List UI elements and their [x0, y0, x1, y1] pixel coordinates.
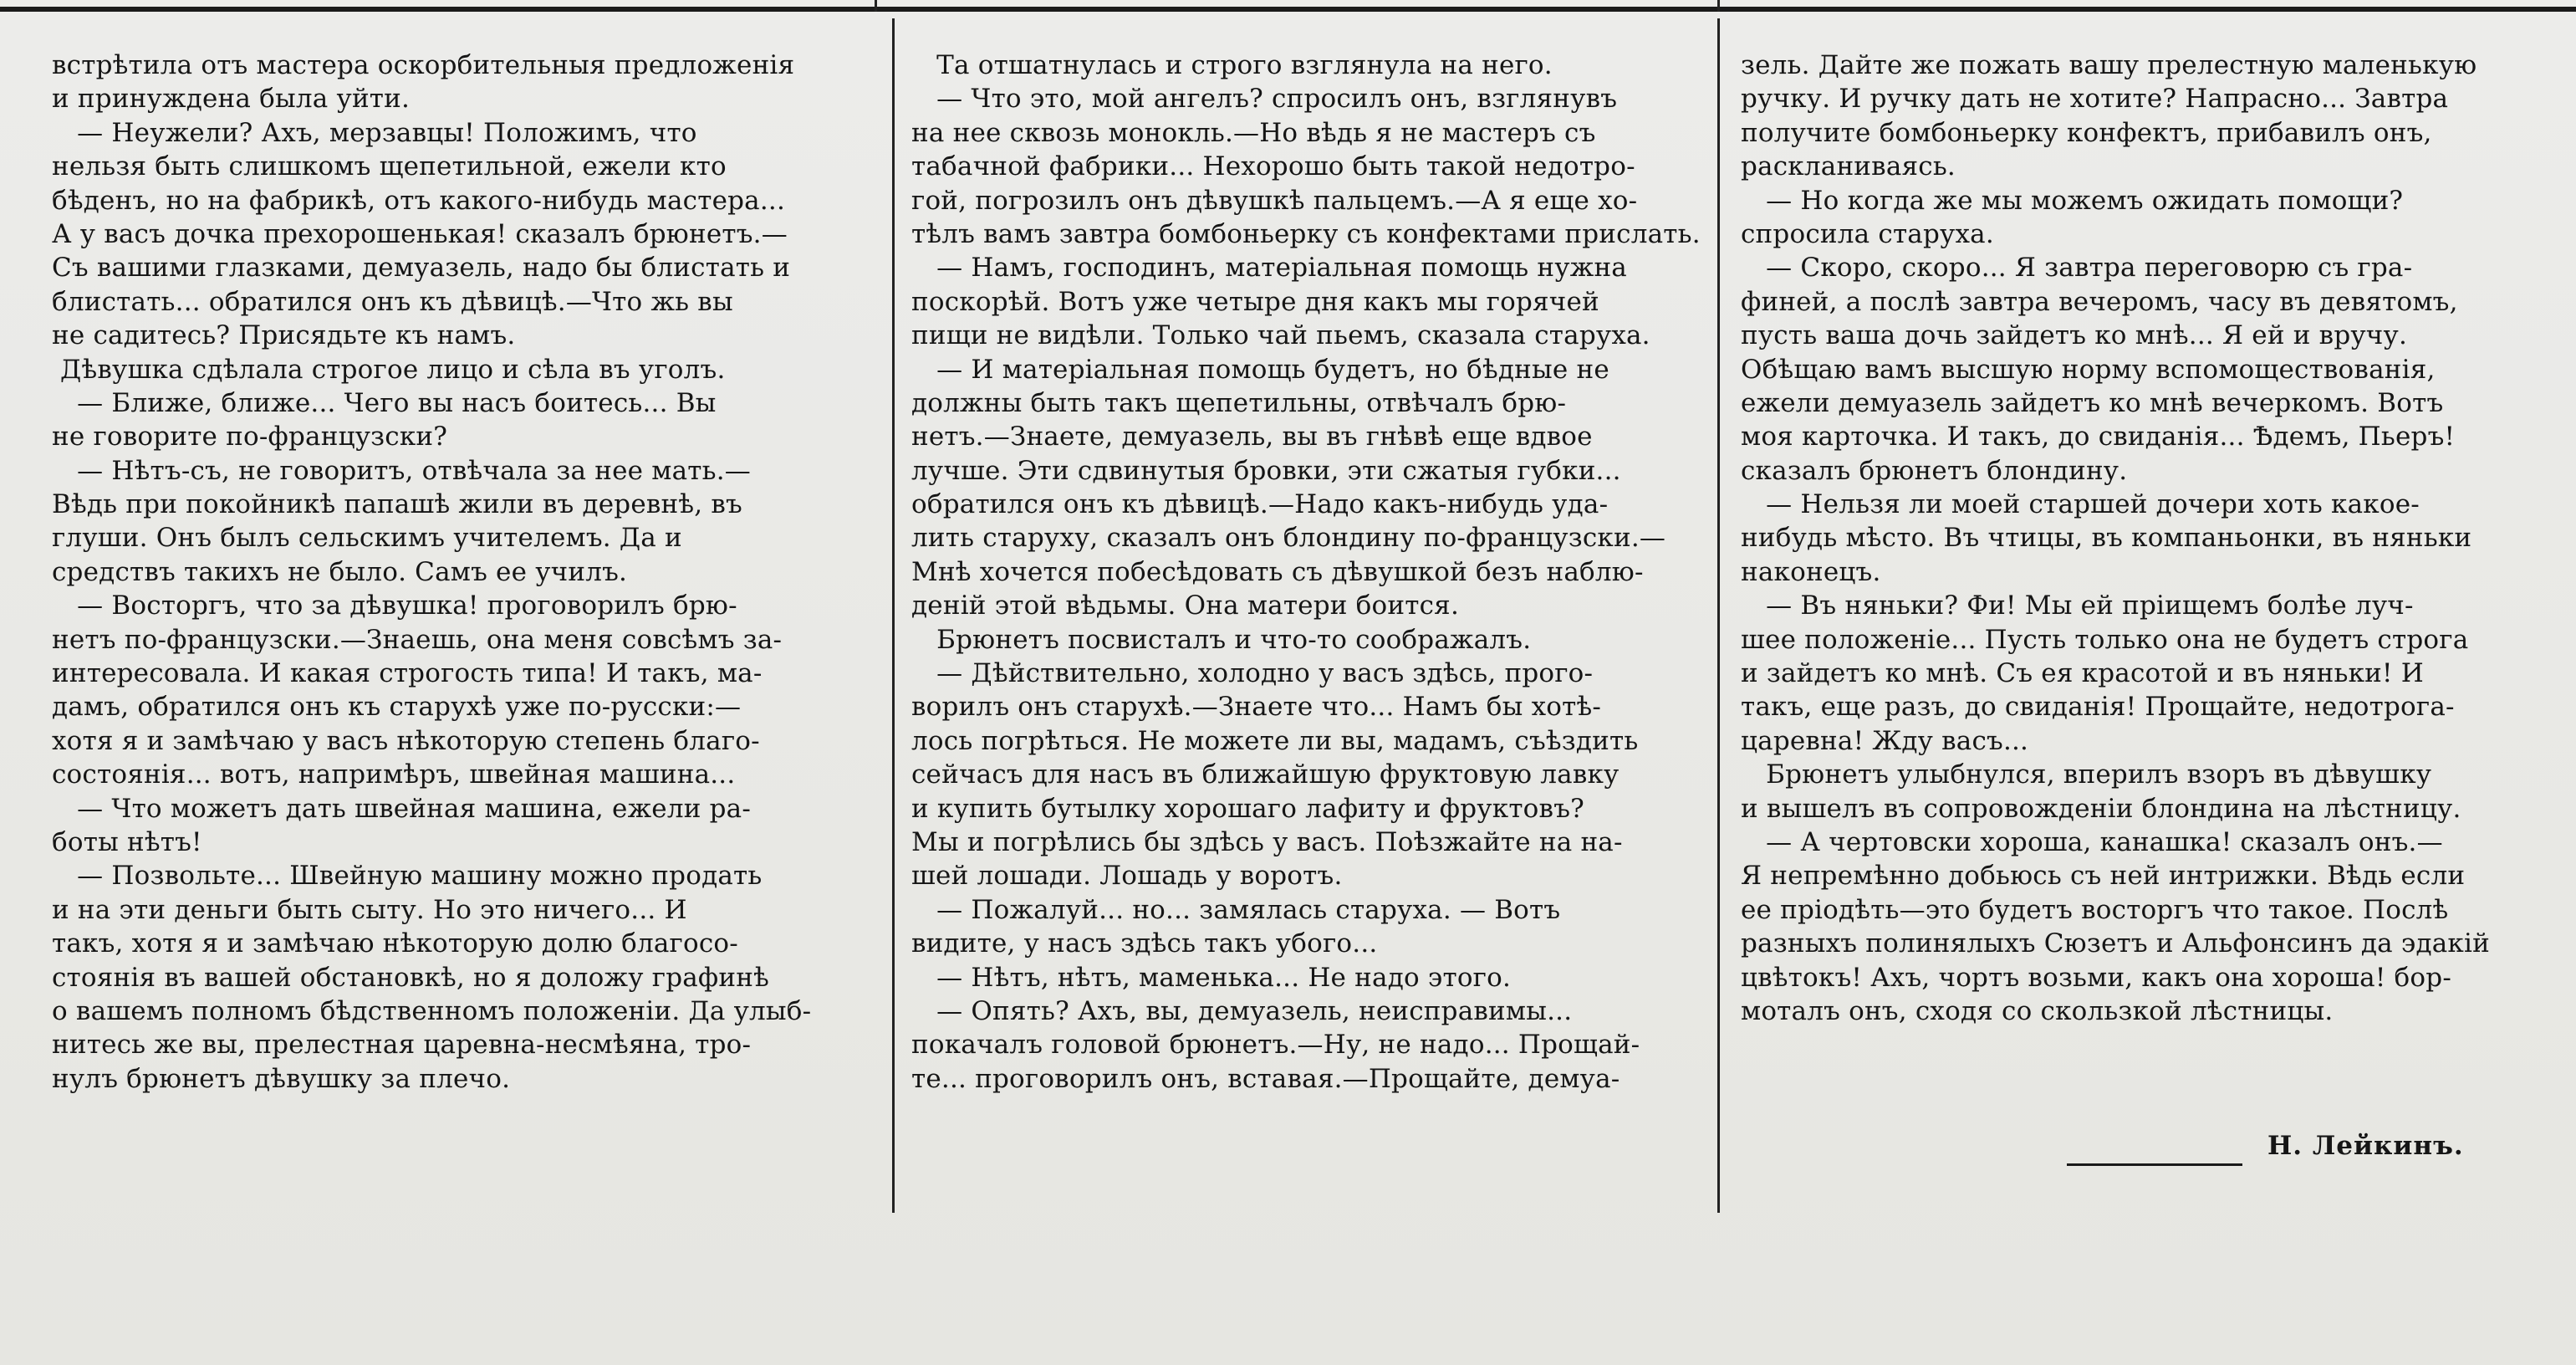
text-line: сейчасъ для насъ въ ближайшую фруктовую лавку: [911, 759, 1620, 790]
text-line: те... проговорилъ онъ, вставая.—Прощайте, демуа-: [911, 1063, 1620, 1094]
text-line: гой, погрозилъ онъ дѣвушкѣ пальцемъ.—А я еще хо-: [911, 185, 1638, 216]
text-column-2: [911, 49, 1701, 1096]
text-line: ежели демуазель зайдетъ ко мнѣ вечеркомъ. Вотъ: [1741, 387, 2444, 418]
text-line: пусть ваша дочь зайдетъ ко мнѣ... Я ей и вручу.: [1741, 320, 2407, 351]
text-line: финей, а послѣ завтра вечеромъ, часу въ девятомъ,: [1741, 286, 2458, 317]
text-line: нибудь мѣсто. Въ чтицы, въ компаньонки, въ няньки: [1741, 523, 2472, 554]
text-line: такъ, еще разъ, до свиданія! Прощайте, недотрога-: [1741, 692, 2455, 723]
text-line: — Скоро, скоро... Я завтра переговорю съ гра-: [1741, 253, 2413, 284]
text-line: лучше. Эти сдвинутыя бровки, эти сжатыя губки...: [911, 455, 1621, 486]
text-line: шей лошади. Лошадь у воротъ.: [911, 861, 1343, 892]
text-line: и вышелъ въ сопровожденіи блондина на лѣстницу.: [1741, 793, 2461, 824]
text-line: ручку. И ручку дать не хотите? Напрасно... Завтра: [1741, 84, 2449, 115]
text-line: покачалъ головой брюнетъ.—Ну, не надо... Прощай-: [911, 1030, 1640, 1061]
text-line: царевна! Жду васъ...: [1741, 725, 2029, 756]
text-line: не говорите по-французски?: [52, 422, 448, 452]
text-line: Дѣвушка сдѣлала строгое лицо и сѣла въ уголъ.: [52, 354, 726, 385]
text-line: должны быть такъ щепетильны, отвѣчалъ брю-: [911, 387, 1567, 418]
text-line: пищи не видѣли. Только чай пьемъ, сказала старуха.: [911, 320, 1650, 351]
text-line: — Намъ, господинъ, матеріальная помощь нужна: [911, 253, 1627, 284]
text-line: лить старуху, сказалъ онъ блондину по-французски.—: [911, 523, 1666, 554]
text-line: деній этой вѣдьмы. Она матери боится.: [911, 590, 1459, 621]
text-line: о вашемъ полномъ бѣдственномъ положеніи. Да улыб-: [52, 995, 812, 1026]
text-line: интересовала. И какая строгость типа! И такъ, ма-: [52, 658, 763, 689]
text-line: блистать... обратился онъ къ дѣвицѣ.—Что жь вы: [52, 286, 733, 317]
text-line: — А чертовски хороша, канашка! сказалъ онъ.—: [1741, 826, 2443, 857]
text-line: зель. Дайте же пожать вашу прелестную маленькую: [1741, 50, 2477, 80]
column-divider-1: [892, 18, 895, 1213]
text-line: ворилъ онъ старухѣ.—Знаете что... Намъ бы хотѣ-: [911, 692, 1602, 723]
text-line: Съ вашими глазками, демуазель, надо бы блистать и: [52, 253, 791, 284]
text-line: хотя я и замѣчаю у васъ нѣкоторую степень благо-: [52, 725, 760, 756]
text-line: встрѣтила отъ мастера оскорбительныя предложенія: [52, 50, 795, 80]
text-line: — Позвольте... Швейную машину можно продать: [52, 861, 763, 892]
text-line: — И матеріальная помощь будетъ, но бѣдные не: [911, 354, 1609, 385]
text-line: такъ, хотя я и замѣчаю нѣкоторую долю благосо-: [52, 928, 738, 959]
text-line: — Неужели? Ахъ, мерзавцы! Положимъ, что: [52, 117, 697, 148]
text-line: стоянія въ вашей обстановкѣ, но я доложу графинѣ: [52, 962, 769, 993]
author-signature: Н. Лейкинъ.: [2267, 1131, 2464, 1161]
text-line: спросила старуха.: [1741, 218, 1994, 249]
text-line: — Дѣйствительно, холодно у васъ здѣсь, прого-: [911, 658, 1594, 689]
text-line: — Восторгъ, что за дѣвушка! проговорилъ брю-: [52, 590, 737, 621]
text-line: ее пріодѣть—это будетъ восторгъ что такое. Послѣ: [1741, 894, 2449, 925]
text-line: А у васъ дочка прехорошенькая! сказалъ брюнетъ.—: [52, 218, 788, 249]
text-line: шее положеніе... Пусть только она не будетъ строга: [1741, 624, 2469, 655]
text-line: — Что это, мой ангелъ? спросилъ онъ, взглянувъ: [911, 84, 1618, 115]
text-line: Я непремѣнно добьюсь съ ней интрижки. Вѣдь если: [1741, 861, 2466, 892]
top-tick-left: [875, 0, 877, 12]
text-line: не садитесь? Присядьте къ намъ.: [52, 320, 516, 351]
text-line: табачной фабрики... Нехорошо быть такой недотро-: [911, 151, 1635, 182]
text-line: — Что можетъ дать швейная машина, ежели ра-: [52, 793, 752, 824]
text-line: и принуждена была уйти.: [52, 84, 411, 115]
text-line: боты нѣтъ!: [52, 826, 202, 857]
column-divider-2: [1717, 18, 1720, 1213]
signature-rule: [2067, 1163, 2242, 1166]
text-line: Вѣдь при покойникѣ папашѣ жили въ деревнѣ, въ: [52, 489, 742, 520]
top-tick-right: [1717, 0, 1720, 12]
text-line: Мнѣ хочется побесѣдовать съ дѣвушкой безъ наблю-: [911, 556, 1644, 587]
text-line: на нее сквозь монокль.—Но вѣдь я не мастеръ съ: [911, 117, 1596, 148]
text-line: сказалъ брюнетъ блондину.: [1741, 455, 2128, 486]
text-line: нетъ по-французски.—Знаешь, она меня совсѣмъ за-: [52, 624, 783, 655]
text-line: — Нельзя ли моей старшей дочери хоть какое-: [1741, 489, 2420, 520]
text-line: видите, у насъ здѣсь такъ убого...: [911, 928, 1378, 959]
text-line: обратился онъ къ дѣвицѣ.—Надо какъ-нибудь уда-: [911, 489, 1609, 520]
text-line: цвѣтокъ! Ахъ, чортъ возьми, какъ она хороша! бор-: [1741, 962, 2451, 993]
text-line: раскланиваясь.: [1741, 151, 1956, 182]
text-line: Брюнетъ посвисталъ и что-то соображалъ.: [911, 624, 1532, 655]
text-line: Та отшатнулась и строго взглянула на него.: [911, 50, 1553, 80]
text-line: средствъ такихъ не было. Самъ ее училъ.: [52, 556, 628, 587]
text-line: — Опять? Ахъ, вы, демуазель, неисправимы...: [911, 995, 1573, 1026]
text-line: моя карточка. И такъ, до свиданія... Ѣдемъ, Пьеръ!: [1741, 422, 2456, 452]
text-line: и купить бутылку хорошаго лафиту и фруктовъ?: [911, 793, 1584, 824]
text-line: получите бомбоньерку конфектъ, прибавилъ онъ,: [1741, 117, 2432, 148]
text-line: поскорѣй. Вотъ уже четыре дня какъ мы горячей: [911, 286, 1599, 317]
text-line: бѣденъ, но на фабрикѣ, отъ какого-нибудь мастера...: [52, 185, 786, 216]
text-line: и на эти деньги быть сыту. Но это ничего... И: [52, 894, 687, 925]
text-line: — Пожалуй... но... замялась старуха. — Вотъ: [911, 894, 1561, 925]
text-column-3: [1741, 49, 2552, 1028]
text-line: — Въ няньки? Фи! Мы ей пріищемъ болѣе луч-: [1741, 590, 2414, 621]
text-line: дамъ, обратился онъ къ старухѣ уже по-русски:—: [52, 692, 742, 723]
text-line: Брюнетъ улыбнулся, вперилъ взоръ въ дѣвушку: [1741, 759, 2432, 790]
text-line: — Но когда же мы можемъ ожидать помощи?: [1741, 185, 2404, 216]
text-line: Обѣщаю вамъ высшую норму вспомоществованія,: [1741, 354, 2436, 385]
text-line: моталъ онъ, сходя со скользкой лѣстницы.: [1741, 995, 2334, 1026]
text-line: — Нѣтъ, нѣтъ, маменька... Не надо этого.: [911, 962, 1512, 993]
text-line: состоянія... вотъ, напримѣръ, швейная машина...: [52, 759, 736, 790]
text-line: наконецъ.: [1741, 556, 1881, 587]
text-line: глуши. Онъ былъ сельскимъ учителемъ. Да и: [52, 523, 682, 554]
text-line: Мы и погрѣлись бы здѣсь у васъ. Поѣзжайте на на-: [911, 826, 1623, 857]
text-line: — Ближе, ближе... Чего вы насъ боитесь... Вы: [52, 387, 717, 418]
text-line: нулъ брюнетъ дѣвушку за плечо.: [52, 1063, 511, 1094]
text-line: и зайдетъ ко мнѣ. Съ ея красотой и въ няньки! И: [1741, 658, 2424, 689]
text-column-1: [52, 49, 854, 1096]
text-line: — Нѣтъ-съ, не говоритъ, отвѣчала за нее мать.—: [52, 455, 751, 486]
text-line: лось погрѣться. Не можете ли вы, мадамъ, съѣздить: [911, 725, 1639, 756]
text-line: разныхъ полинялыхъ Сюзетъ и Альфонсинъ да эдакій: [1741, 928, 2490, 959]
text-line: нитесь же вы, прелестная царевна-несмѣяна, тро-: [52, 1030, 752, 1061]
text-line: нельзя быть слишкомъ щепетильной, ежели кто: [52, 151, 727, 182]
text-line: нетъ.—Знаете, демуазель, вы въ гнѣвѣ еще вдвое: [911, 422, 1593, 452]
top-rule: [0, 7, 2576, 12]
text-line: тѣлъ вамъ завтра бомбоньерку съ конфектами прислать.: [911, 218, 1701, 249]
